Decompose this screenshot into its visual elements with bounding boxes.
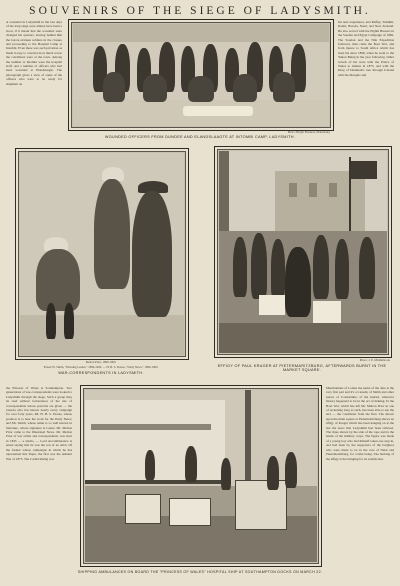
caption-war-correspondents: WAR-CORRESPONDENTS IN LADYSMITH.	[58, 371, 144, 375]
text-column-left-top	[6, 20, 62, 146]
caption-kruger-effigy: EFFIGY OF PAUL KRUGER AT PIETERMARITZBURG, AFTERWARDS BURNT IN THE MARKET SQUARE.	[217, 364, 387, 372]
photo-names-caption: Ernest W. Smith, "Morning Leader," 1899-1900. — H. H. S. Pearse, "Daily News," 1899-1900.	[43, 365, 159, 369]
photo-war-correspondents	[15, 148, 189, 360]
caption-hospital-ship: SHIPPING AMBULANCES ON BOARD THE "PRINCESS OF WALES" HOSPITAL SHIP AT SOUTHAMPTON DOCKS ON MARCH 22.	[77, 570, 323, 574]
text-column-left-bottom	[6, 386, 72, 582]
article-text: the Princess of Wales at Southampton. Two generations of war-correspondents were looked to Ladysmith through the siege. Such a group may be read without forbearance of the site of correspondents whose portraits are given — the veteran who has known nearly every campaign for over forty years, Mr. H. H. S. Pearse, whose position is to hear his work for the Daily News; and Mr. Smith, whose name is so well known in literature, whose signature is Lester. Mr. Melton Prior came to the Illustrated News. Mr. Melton Prior of war artists and correspondents, was born in 1845 — a studio, — Lord Ascomblerance is noted saying that he was the son of an artist. Of the former whose campaigns in which he has represented this Paper, the first was the Ashanti War of 1873. The Carlist Rising was	[6, 386, 72, 461]
text-column-right-top	[338, 20, 394, 146]
caption-wounded-officers: WOUNDED OFFICERS FROM DUNDEE AND ELANDSLAAGTE AT INTOMBI CAMP, LADYSMITH.	[104, 135, 296, 139]
article-text: A wounded in Ladysmith in the last days of the long siege were almost have been a boon, if it meant that the wounded were changed his quarters, leaving behind him the horror-stricken soldiers in the closure and proceeding to the Hospital Camp at Intombi. Even there was such privation as made it easy to conceive how much worse the conditions were at the town. Among the number at Intombi were the hospital staff, and a number of officers who had been wounded at Elandslaagte. The photograph gives a view of some of the officers who were to be ready for shipment on	[6, 20, 62, 86]
photo-credit: Photo: J. E. Middlebrook	[359, 358, 390, 362]
photo-kruger-effigy	[214, 146, 392, 358]
article-text: Mauritanians of Lomas the name of the date at the very first part and it's a Canada; of Smith and other places of Constantine; of the indeed, wherever history happened to be in the act of making. In the Boer War, which has left Mr. Melton Prior in one of reckoning long as such, has been able to see the end — the conditions from the first. The shown upon the main square at Pietermaritzburg shows an effigy of Kruger which has been hanging on at the last the news that Ladysmith had been relieved. The three shown by the side of the rope and in the hands of the military corps. The figure was made of a young boy who had himself taken one step in, and had been by the supporters of the burghers who were made to be in the care of Natal and Pietermaritzburg, for a time being. The burning of the effigy is the bringing for its satisfaction.	[326, 386, 394, 461]
photo-hospital-ship	[80, 385, 322, 567]
page-header: SOUVENIRS OF THE SIEGE OF LADYSMITH.	[29, 5, 371, 17]
photo-sub-caption: Melton Prior, 1899-1900.	[85, 360, 117, 364]
photo-wounded-officers	[68, 19, 334, 131]
article-text: his next experience, and Ruffey, Tushkili, Kabul, Baroda, Natal, and New Zealand. He also served with the Eighth Hussars in the Soudan and Egypt Campaign of 1882. The Soudan and the Nile Expedition followed, then came the Boer War, and from thence to South Africa which has been his since 1896, when he went to the Yukon Being in the year following. Other travels of his were with the Prince of Wales to Athens in 1875, and with the King of Denmark's tour through Iceland with the Marquis and	[338, 20, 394, 77]
photo-credit: Photo: Bright Brothers, Maritzburg	[287, 130, 330, 134]
text-column-right-bottom	[326, 386, 394, 582]
